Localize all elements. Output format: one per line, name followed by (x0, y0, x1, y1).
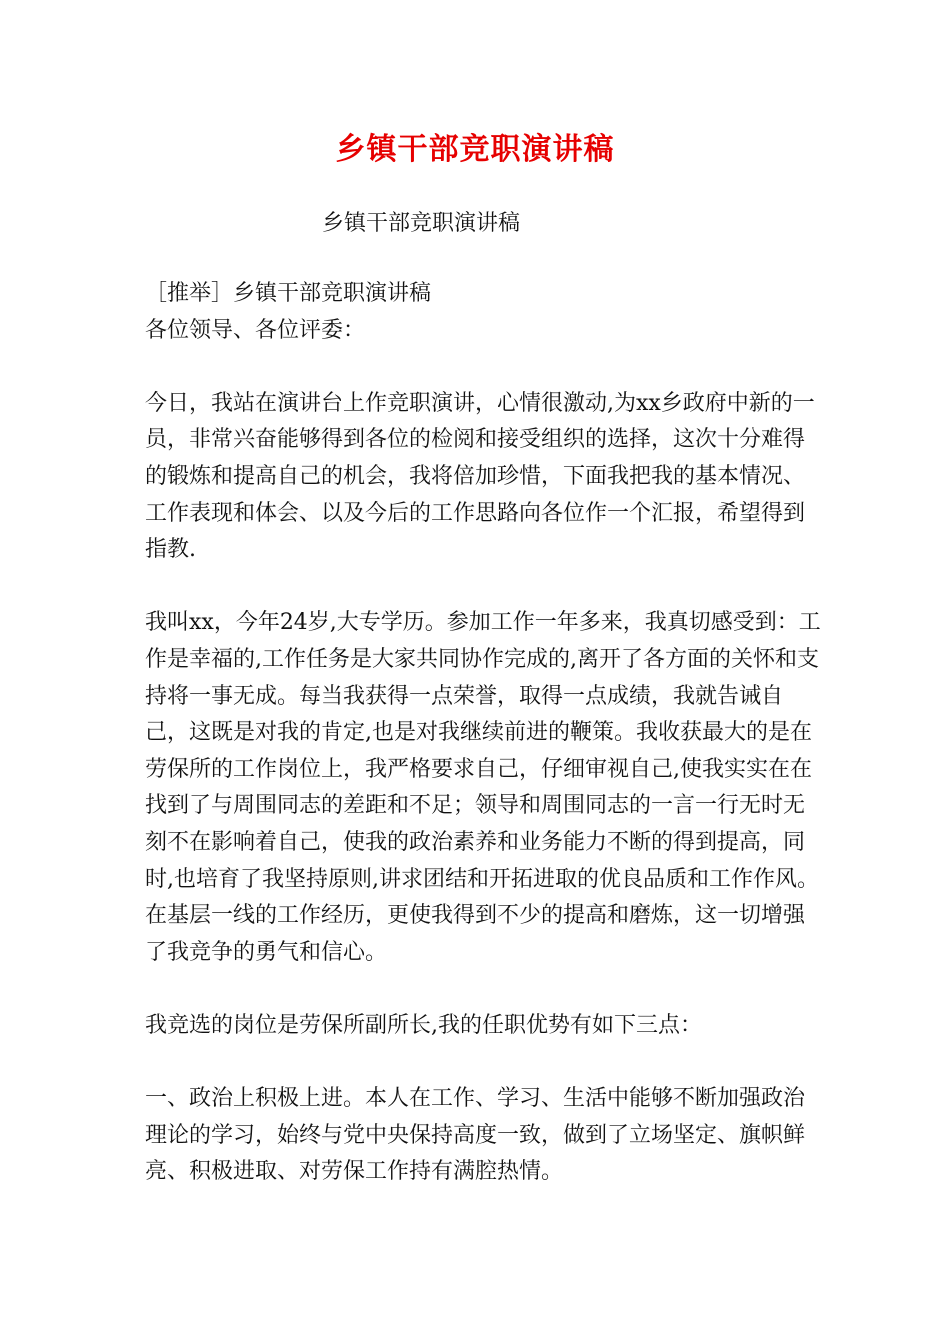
recommend-line: ［推举］乡镇干部竞职演讲稿 (145, 281, 432, 306)
document-subtitle: 乡镇干部竞职演讲稿 (322, 211, 521, 236)
paragraph-background: 我叫xx，今年24岁,大专学历。参加工作一年多来，我真切感受到：工作是幸福的,工作任务是大家共同协作完成的,离开了各方面的关怀和支持将一事无成。每当我获得一点荣誉，取得一点成绩，我就告诫自己，这既是对我的肯定,也是对我继续前进的鞭策。我收获最大的是在劳保所的工作岗位上，我严格要求自己，仔细审视自己,使我实实在在找到了与周围同志的差距和不足；领导和周围同志的一言一行无时无刻不在影响着自己，使我的政治素养和业务能力不断的得到提高，同时,也培育了我坚持原则,讲求团结和开拓进取的优良品质和工作作风。在基层一线的工作经历，更使我得到不少的提高和磨炼，这一切增强了我竞争的勇气和信心。 (145, 610, 821, 965)
document-body (145, 276, 825, 1191)
paragraph-intro: 今日，我站在演讲台上作竞职演讲，心情很激动,为xx乡政府中新的一员，非常兴奋能够得到各位的检阅和接受组织的选择，这次十分难得的锻炼和提高自己的机会，我将倍加珍惜，下面我把我的基本情况、工作表现和体会、以及今后的工作思路向各位作一个汇报，希望得到指教. (145, 390, 815, 563)
document-title: 乡镇干部竞职演讲稿 (335, 132, 615, 167)
paragraph-gap (145, 971, 825, 1008)
paragraph-position: 我竞选的岗位是劳保所副所长,我的任职优势有如下三点： (145, 1012, 702, 1038)
greeting-line: 各位领导、各位评委： (145, 317, 366, 343)
paragraph-gap (145, 1044, 825, 1081)
paragraph-gap (145, 349, 825, 386)
paragraph-advantage-one: 一、政治上积极上进。本人在工作、学习、生活中能够不断加强政治理论的学习，始终与党中央保持高度一致，做到了立场坚定、旗帜鲜亮、积极进取、对劳保工作持有满腔热情。 (145, 1086, 806, 1185)
paragraph-gap (145, 569, 825, 606)
